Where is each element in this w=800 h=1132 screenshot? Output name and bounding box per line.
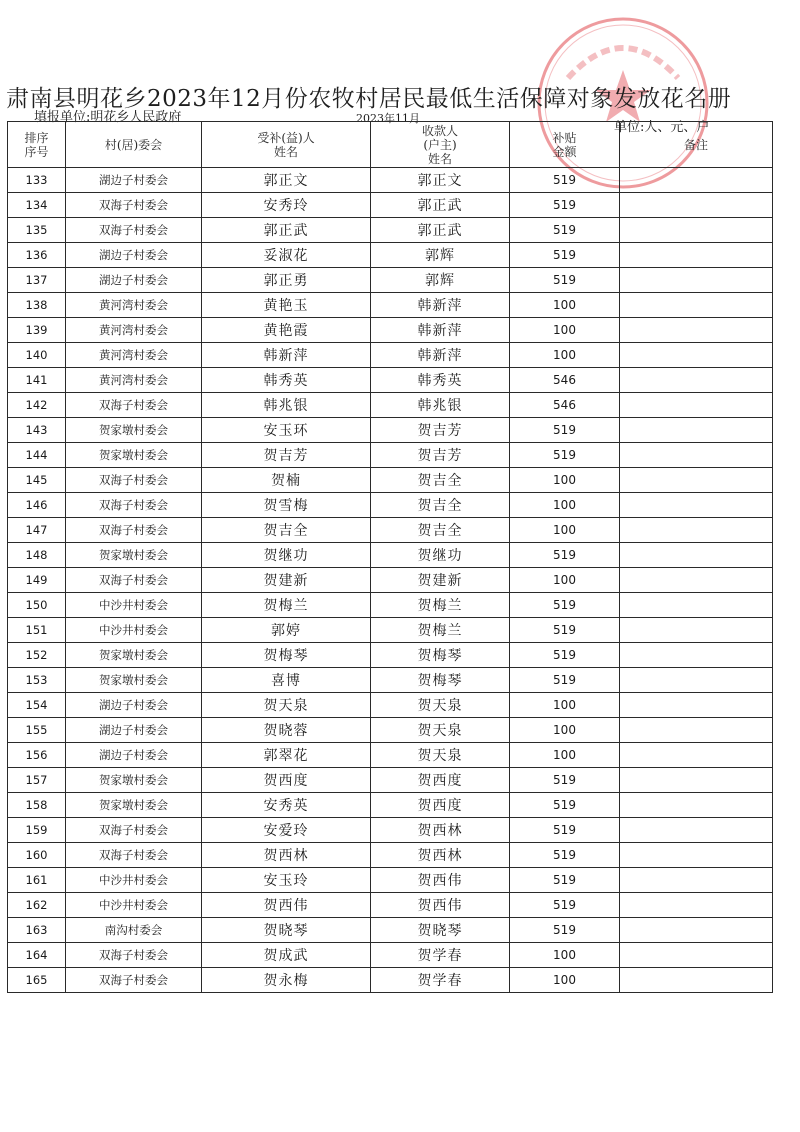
row-amount: 100 [510,343,620,368]
row-payee-name: 郭正文 [371,168,510,193]
table-row [8,743,773,768]
row-amount: 519 [510,843,620,868]
row-village: 双海子村委会 [66,393,202,418]
row-recipient-name: 韩新萍 [202,343,371,368]
row-amount: 519 [510,443,620,468]
header-remarks: 备注 [620,122,773,168]
row-payee-name: 贺天泉 [371,743,510,768]
row-seq: 165 [8,968,66,993]
row-payee-name: 贺学春 [371,943,510,968]
row-payee-name: 贺梅兰 [371,618,510,643]
row-amount: 100 [510,718,620,743]
row-recipient-name: 安秀玲 [202,193,371,218]
row-seq: 140 [8,343,66,368]
row-remarks [620,643,773,668]
row-seq: 162 [8,893,66,918]
row-remarks [620,218,773,243]
row-payee-name: 贺天泉 [371,718,510,743]
row-amount: 519 [510,218,620,243]
row-recipient-name: 黄艳霞 [202,318,371,343]
row-recipient-name: 安秀英 [202,793,371,818]
row-village: 黄河湾村委会 [66,293,202,318]
table-row [8,693,773,718]
row-payee-name: 贺梅琴 [371,643,510,668]
row-payee-name: 贺吉全 [371,518,510,543]
row-remarks [620,418,773,443]
row-seq: 164 [8,943,66,968]
row-payee-name: 贺吉全 [371,468,510,493]
row-payee-name: 贺西伟 [371,893,510,918]
row-remarks [620,618,773,643]
row-village: 中沙井村委会 [66,593,202,618]
table-row [8,218,773,243]
row-seq: 149 [8,568,66,593]
row-amount: 519 [510,168,620,193]
row-amount: 519 [510,818,620,843]
row-remarks [620,468,773,493]
row-village: 双海子村委会 [66,968,202,993]
row-remarks [620,243,773,268]
row-remarks [620,268,773,293]
row-amount: 519 [510,618,620,643]
row-seq: 145 [8,468,66,493]
row-village: 湖边子村委会 [66,693,202,718]
header-recipient [202,122,371,168]
row-amount: 519 [510,643,620,668]
header-seq-line: 排序 [24,130,49,145]
row-recipient-name: 贺晓琴 [202,918,371,943]
row-seq: 163 [8,918,66,943]
row-payee-name: 韩新萍 [371,343,510,368]
row-seq: 146 [8,493,66,518]
row-remarks [620,343,773,368]
row-amount: 100 [510,568,620,593]
row-remarks [620,968,773,993]
table-row [8,943,773,968]
row-seq: 133 [8,168,66,193]
table-row [8,818,773,843]
table-row [8,293,773,318]
row-remarks [620,393,773,418]
row-seq: 139 [8,318,66,343]
row-seq: 150 [8,593,66,618]
row-remarks [620,168,773,193]
row-recipient-name: 安玉玲 [202,868,371,893]
row-remarks [620,893,773,918]
table-row [8,893,773,918]
row-amount: 519 [510,243,620,268]
row-payee-name: 贺梅兰 [371,593,510,618]
row-seq: 157 [8,768,66,793]
row-remarks [620,818,773,843]
row-payee-name: 韩兆银 [371,393,510,418]
row-village: 贺家墩村委会 [66,543,202,568]
table-row [8,868,773,893]
row-payee-name: 贺学春 [371,968,510,993]
row-remarks [620,593,773,618]
header-payee-line: (户主) [423,137,457,152]
row-amount: 519 [510,868,620,893]
row-payee-name: 贺梅琴 [371,668,510,693]
row-remarks [620,718,773,743]
row-recipient-name: 郭正勇 [202,268,371,293]
row-village: 南沟村委会 [66,918,202,943]
table-row [8,643,773,668]
row-payee-name: 郭辉 [371,243,510,268]
row-remarks [620,368,773,393]
row-village: 贺家墩村委会 [66,768,202,793]
table-row [8,268,773,293]
table-row [8,443,773,468]
row-seq: 142 [8,393,66,418]
row-recipient-name: 贺梅琴 [202,643,371,668]
row-remarks [620,693,773,718]
row-amount: 519 [510,593,620,618]
table-row [8,593,773,618]
table-row [8,793,773,818]
row-remarks [620,493,773,518]
row-seq: 144 [8,443,66,468]
row-recipient-name: 贺西伟 [202,893,371,918]
row-remarks [620,943,773,968]
table-row [8,843,773,868]
reporting-unit: 填报单位:明花乡人民政府 [34,110,182,125]
row-recipient-name: 喜博 [202,668,371,693]
row-village: 贺家墩村委会 [66,443,202,468]
row-remarks [620,518,773,543]
row-recipient-name: 贺吉芳 [202,443,371,468]
row-recipient-name: 韩兆银 [202,393,371,418]
row-village: 双海子村委会 [66,493,202,518]
row-village: 双海子村委会 [66,518,202,543]
row-recipient-name: 贺晓蓉 [202,718,371,743]
table-row [8,368,773,393]
table-header-row [8,122,773,168]
header-recipient-line: 受补(益)人 [257,130,315,145]
row-recipient-name: 贺吉全 [202,518,371,543]
row-recipient-name: 贺西林 [202,843,371,868]
document-title: 肃南县明花乡2023年12月份农牧村居民最低生活保障对象发放花名册 [6,86,732,112]
row-payee-name: 贺吉芳 [371,418,510,443]
row-amount: 546 [510,393,620,418]
row-village: 贺家墩村委会 [66,793,202,818]
row-seq: 160 [8,843,66,868]
row-seq: 143 [8,418,66,443]
row-seq: 152 [8,643,66,668]
row-remarks [620,743,773,768]
row-amount: 546 [510,368,620,393]
row-payee-name: 贺晓琴 [371,918,510,943]
row-remarks [620,843,773,868]
table-row [8,618,773,643]
row-payee-name: 贺天泉 [371,693,510,718]
row-payee-name: 贺西林 [371,843,510,868]
table-row [8,518,773,543]
header-village: 村(居)委会 [66,122,202,168]
header-amount-line: 补贴 [552,130,577,145]
row-remarks [620,668,773,693]
row-amount: 519 [510,418,620,443]
row-amount: 519 [510,268,620,293]
row-village: 湖边子村委会 [66,168,202,193]
row-recipient-name: 郭正文 [202,168,371,193]
row-village: 贺家墩村委会 [66,643,202,668]
header-amount-line: 金额 [552,144,577,159]
row-village: 双海子村委会 [66,568,202,593]
table-row [8,918,773,943]
row-seq: 158 [8,793,66,818]
row-recipient-name: 贺继功 [202,543,371,568]
row-amount: 100 [510,693,620,718]
table-row [8,193,773,218]
row-village: 黄河湾村委会 [66,343,202,368]
row-recipient-name: 贺雪梅 [202,493,371,518]
row-amount: 100 [510,318,620,343]
row-remarks [620,868,773,893]
row-payee-name: 韩新萍 [371,293,510,318]
row-seq: 134 [8,193,66,218]
row-amount: 519 [510,193,620,218]
row-seq: 136 [8,243,66,268]
row-amount: 100 [510,943,620,968]
row-seq: 141 [8,368,66,393]
row-seq: 156 [8,743,66,768]
row-payee-name: 韩秀英 [371,368,510,393]
row-payee-name: 郭正武 [371,218,510,243]
table-row [8,168,773,193]
table-row [8,318,773,343]
row-recipient-name: 郭正武 [202,218,371,243]
report-period: 2023年11月 [356,112,420,125]
row-recipient-name: 安爱玲 [202,818,371,843]
row-remarks [620,768,773,793]
row-payee-name: 贺西林 [371,818,510,843]
table-row [8,968,773,993]
row-recipient-name: 韩秀英 [202,368,371,393]
header-recipient-line: 姓名 [273,144,298,159]
row-seq: 161 [8,868,66,893]
row-amount: 519 [510,768,620,793]
table-row [8,718,773,743]
recipient-roster-table [7,121,773,993]
row-recipient-name: 安玉环 [202,418,371,443]
row-village: 中沙井村委会 [66,618,202,643]
table-row [8,393,773,418]
row-remarks [620,568,773,593]
table-row [8,568,773,593]
table-row [8,668,773,693]
unit-note: 单位:人、元、户 [614,120,710,135]
row-village: 湖边子村委会 [66,243,202,268]
row-amount: 519 [510,668,620,693]
row-payee-name: 贺西伟 [371,868,510,893]
row-village: 黄河湾村委会 [66,318,202,343]
row-village: 贺家墩村委会 [66,668,202,693]
row-village: 湖边子村委会 [66,743,202,768]
row-remarks [620,193,773,218]
row-village: 双海子村委会 [66,193,202,218]
row-seq: 138 [8,293,66,318]
row-payee-name: 韩新萍 [371,318,510,343]
table-row [8,543,773,568]
row-payee-name: 贺吉芳 [371,443,510,468]
row-recipient-name: 妥淑花 [202,243,371,268]
row-payee-name: 郭正武 [371,193,510,218]
row-amount: 100 [510,468,620,493]
row-seq: 137 [8,268,66,293]
row-remarks [620,918,773,943]
row-seq: 153 [8,668,66,693]
row-seq: 159 [8,818,66,843]
header-seq-line: 序号 [24,144,49,159]
row-village: 黄河湾村委会 [66,368,202,393]
row-village: 双海子村委会 [66,468,202,493]
row-seq: 151 [8,618,66,643]
row-payee-name: 贺建新 [371,568,510,593]
row-village: 湖边子村委会 [66,718,202,743]
row-recipient-name: 贺楠 [202,468,371,493]
row-seq: 135 [8,218,66,243]
table-row [8,468,773,493]
row-amount: 100 [510,968,620,993]
row-payee-name: 贺西度 [371,768,510,793]
row-village: 中沙井村委会 [66,868,202,893]
row-seq: 148 [8,543,66,568]
row-remarks [620,293,773,318]
row-recipient-name: 贺天泉 [202,693,371,718]
row-seq: 147 [8,518,66,543]
header-payee-line: 姓名 [427,151,452,166]
row-village: 双海子村委会 [66,943,202,968]
row-payee-name: 贺吉全 [371,493,510,518]
row-payee-name: 贺继功 [371,543,510,568]
row-recipient-name: 贺梅兰 [202,593,371,618]
row-remarks [620,793,773,818]
table-row [8,343,773,368]
row-amount: 519 [510,918,620,943]
row-remarks [620,543,773,568]
row-seq: 155 [8,718,66,743]
row-amount: 100 [510,293,620,318]
row-amount: 519 [510,793,620,818]
row-recipient-name: 郭婷 [202,618,371,643]
row-remarks [620,443,773,468]
row-amount: 519 [510,543,620,568]
row-amount: 519 [510,893,620,918]
header-seq [8,122,66,168]
table-row [8,493,773,518]
row-village: 中沙井村委会 [66,893,202,918]
row-recipient-name: 贺建新 [202,568,371,593]
row-village: 双海子村委会 [66,218,202,243]
row-village: 双海子村委会 [66,818,202,843]
row-payee-name: 贺西度 [371,793,510,818]
header-payee [371,122,510,168]
row-payee-name: 郭辉 [371,268,510,293]
row-recipient-name: 贺永梅 [202,968,371,993]
row-recipient-name: 黄艳玉 [202,293,371,318]
row-recipient-name: 郭翠花 [202,743,371,768]
row-village: 双海子村委会 [66,843,202,868]
row-amount: 100 [510,743,620,768]
header-payee-line: 收款人 [421,123,458,138]
row-amount: 100 [510,493,620,518]
row-seq: 154 [8,693,66,718]
row-village: 湖边子村委会 [66,268,202,293]
row-remarks [620,318,773,343]
table-row [8,418,773,443]
header-amount [510,122,620,168]
table-row [8,768,773,793]
row-amount: 100 [510,518,620,543]
table-row [8,243,773,268]
row-recipient-name: 贺西度 [202,768,371,793]
row-recipient-name: 贺成武 [202,943,371,968]
row-village: 贺家墩村委会 [66,418,202,443]
